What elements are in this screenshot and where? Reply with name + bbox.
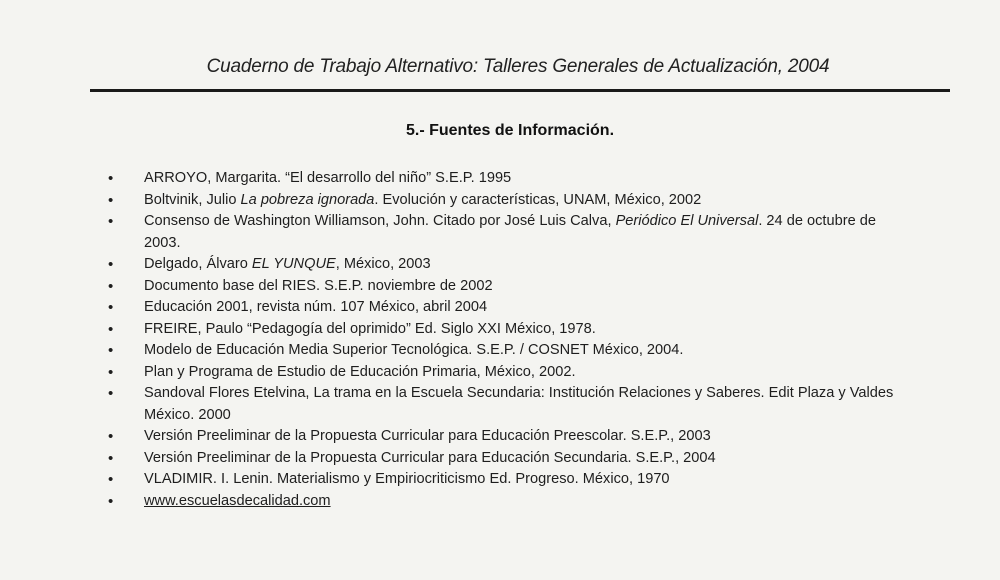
bullet-icon: • — [108, 449, 114, 467]
bullet-icon: • — [108, 342, 114, 359]
bullet-icon: • — [108, 363, 114, 381]
reference-text-part: Versión Preeliminar de la Propuesta Curricular para Educación Secundaria. S.E.P., 2004 — [144, 449, 716, 466]
reference-title-italic: La pobreza ignorada — [240, 191, 375, 208]
reference-item — [106, 319, 906, 341]
reference-text-part: Modelo de Educación Media Superior Tecnológica. S.E.P. / COSNET México, 2004. — [144, 342, 684, 358]
reference-text — [144, 190, 906, 212]
reference-text — [144, 319, 906, 341]
reference-text — [144, 340, 906, 362]
bullet-icon: • — [108, 471, 114, 488]
bullet-icon: • — [108, 320, 114, 338]
reference-text — [144, 469, 906, 491]
reference-item — [106, 426, 906, 448]
reference-text-part: Consenso de Washington Williamson, John. Citado por José Luis Calva, — [144, 213, 616, 229]
reference-text-part: , México, 2003 — [335, 256, 431, 272]
reference-item — [106, 254, 906, 276]
bullet-icon: • — [108, 213, 114, 230]
reference-text-part: FREIRE, Paulo “Pedagogía del oprimido” Ed. Siglo XXI México, 1978. — [144, 320, 596, 337]
reference-item[interactable] — [106, 491, 906, 513]
reference-text-part: . Evolución y características, UNAM, México, 2002 — [374, 191, 702, 208]
reference-item — [106, 383, 906, 426]
reference-text-part: Plan y Programa de Estudio de Educación Primaria, México, 2002. — [144, 363, 576, 380]
reference-item — [106, 297, 906, 319]
reference-text-part: . 24 de octubre de 2003. — [144, 213, 876, 251]
bullet-icon: • — [108, 170, 114, 187]
reference-item — [106, 276, 906, 298]
bullet-icon: • — [108, 256, 114, 273]
reference-text-part: VLADIMIR. I. Lenin. Materialismo y Empiriocriticismo Ed. Progreso. México, 1970 — [144, 471, 670, 487]
reference-title-italic: EL YUNQUE — [251, 256, 336, 272]
reference-text-part: Delgado, Álvaro — [144, 256, 252, 272]
reference-text — [144, 426, 906, 448]
reference-text — [144, 297, 906, 319]
reference-title-italic: Periódico El Universal — [615, 213, 759, 229]
bullet-icon: • — [108, 492, 114, 510]
reference-text — [144, 383, 906, 426]
reference-text — [144, 254, 906, 276]
reference-text — [144, 491, 906, 513]
reference-text — [144, 448, 906, 470]
reference-item — [106, 469, 906, 491]
reference-item — [106, 340, 906, 362]
reference-text-part: Versión Preeliminar de la Propuesta Curricular para Educación Preescolar. S.E.P., 2003 — [144, 428, 711, 444]
bullet-icon: • — [108, 277, 114, 295]
running-header: Cuaderno de Trabajo Alternativo: Talleres Generales de Actualización, 2004 — [206, 56, 830, 77]
bullet-icon: • — [108, 299, 114, 316]
reference-text-part: ARROYO, Margarita. “El desarrollo del niño” S.E.P. 1995 — [144, 170, 512, 186]
reference-item — [106, 362, 906, 384]
reference-link[interactable]: www.escuelasdecalidad.com — [144, 492, 331, 509]
references-list — [106, 168, 906, 512]
reference-text — [144, 168, 906, 190]
bullet-icon: • — [108, 428, 114, 445]
reference-item — [106, 211, 906, 254]
header-rule — [90, 89, 950, 92]
reference-item — [106, 168, 906, 190]
reference-text-part: Documento base del RIES. S.E.P. noviembre de 2002 — [144, 277, 493, 294]
reference-text — [144, 276, 906, 298]
bullet-icon: • — [108, 191, 114, 209]
reference-text — [144, 362, 906, 384]
reference-text — [144, 211, 906, 254]
reference-text-part: Educación 2001, revista núm. 107 México, abril 2004 — [144, 299, 488, 315]
reference-text-part: Sandoval Flores Etelvina, La trama en la Escuela Secundaria: Institución Relaciones y Saberes. Edit Plaza y Valdes México. 2000 — [144, 385, 894, 423]
reference-text-part: Boltvinik, Julio — [144, 191, 241, 208]
reference-item — [106, 190, 906, 212]
bullet-icon: • — [108, 385, 114, 402]
reference-item — [106, 448, 906, 470]
section-title: 5.- Fuentes de Información. — [405, 122, 615, 139]
